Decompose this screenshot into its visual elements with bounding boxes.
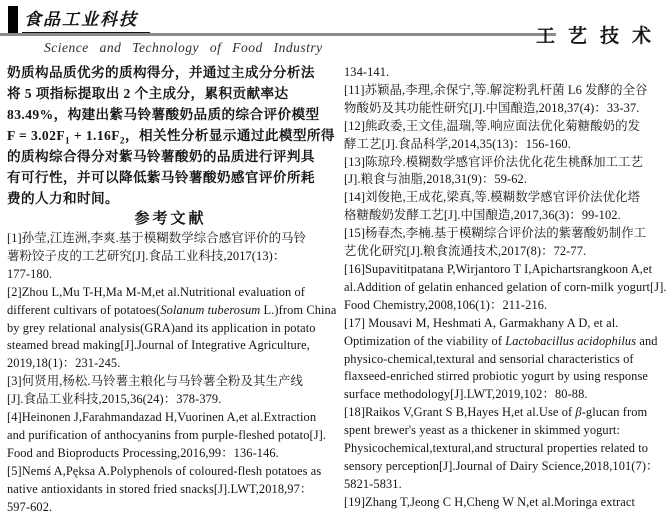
text-line: 有可行性，并可以降低紫马铃薯酸奶感官评价所耗 [7,170,315,185]
text-line: 83.49%，构建出紫马铃薯酸奶品质的综合评价模型 [7,107,320,122]
text-line: [4]Heinonen J,Farahmandazad H,Vuorinen A,et al.Extraction [7,410,317,425]
text-line: 奶质构品质优劣的质构得分，并通过主成分分析法 [7,65,315,80]
text-line: and purification of anthocyanins from purple-fleshed potato[J]. [7,427,327,442]
text-line: $F = 3.02F_1 + 1.16F_2$，相关性分析显示通过此模型所得 [7,128,335,146]
journal-subtitle: Science and Technology of Food Industry [44,40,323,55]
text-line: [13]陈琼玲.模糊数学感官评价法优化花生桃酥加工工艺 [344,154,644,169]
left-column [7,62,337,517]
italic-text: Solanum tuberosum [160,302,261,317]
text-line: 2019,18(1)：231-245. [7,356,121,371]
text-line: spent brewer's yeast as a thickener in skimmed yogurt: [344,423,621,438]
text-line: 酵工艺[J].食品科学,2014,35(13)：156-160. [344,136,571,151]
text-line: Physicochemical,textural,and structural properties related to [344,441,649,456]
text-line: [5]Nemś A,Pęksa A.Polyphenols of coloured-flesh potatoes as [7,463,322,478]
text-line: [15]杨春杰,李楠.基于模糊综合评价法的紫薯酸奶制作工 [344,226,647,241]
text-line: [12]熊政委,王文佳,温瑞,等.响应面法优化菊糖酸奶的发 [344,118,641,133]
text-line: 5821-5831. [344,476,402,491]
text-line: al.Addition of gelatin enhanced gelation of corn-milk yogurt[J]. [344,279,667,294]
text-line: [18]Raikos V,Grant S B,Hayes H,et al.Use of β-glucan from [344,405,648,420]
text-line: [14]刘俊艳,王成花,梁真,等.模糊数学感官评价法优化塔 [344,190,641,205]
italic-text: Lactobacillus acidophilus [505,333,637,348]
header-divider-rule [0,33,556,36]
italic-text: β [575,405,582,420]
references-list-left [7,230,337,517]
right-column [344,64,671,512]
journal-logo-title: 食品工业科技 [22,5,150,34]
text-line: by grey relational analysis(GRA)and its application in potato [7,320,316,335]
section-label: 工艺技术 [535,26,664,47]
text-line: [1]孙莹,江连洲,李爽.基于模糊数学综合感官评价的马铃 [7,231,307,245]
text-line: different cultivars of potatoes(Solanum tuberosum L.)from China [7,302,337,317]
text-line: 薯粉饺子皮的工艺研究[J].食品工业科技,2017(13)： [7,248,286,263]
text-line: 597-602. [7,499,53,514]
subscript-text: 1 [65,135,71,146]
text-line: 费的人力和时间。 [7,191,119,206]
text-line: Food and Bioproducts Processing,2016,99：136-146. [7,445,279,460]
text-line: flaxseed-enriched stirred probiotic yogurt by using response [344,369,648,384]
text-line: 将 5 项指标提取出 2 个主成分，累积贡献率达 [7,86,289,101]
text-line: 177-180. [7,266,53,281]
text-line: 的质构综合得分对紫马铃薯酸奶的品质进行评判具 [7,149,315,164]
text-line: surface methodology[J].LWT,2019,102：80-88. [344,387,588,402]
text-line: native antioxidants in stored fried snacks[J].LWT,2018,97： [7,481,313,496]
text-line: Food Chemistry,2008,106(1)：211-216. [344,297,548,312]
text-line: sensory perception[J].Journal of Dairy Science,2018,101(7)： [344,458,659,473]
text-line: [J].粮食与油脂,2018,31(9)：59-62. [344,172,528,187]
references-list-right [344,64,671,512]
text-line: 物酸奶及其功能性研究[J].中国酿造,2018,37(4)：33-37. [344,100,640,115]
text-line: [16]Supavititpatana P,Wirjantoro T I,Apichartsrangkoon A,et [344,261,653,276]
logo-bar [8,6,18,36]
text-line: [11]苏颖晶,李理,余保宁,等.解淀粉乳杆菌 L6 发酵的全谷 [344,82,648,97]
text-line: 格糖酸奶发酵工艺[J].中国酿造,2017,36(3)：99-102. [344,208,621,223]
subscript-text: 2 [119,135,125,146]
text-line: [2]Zhou L,Mu T-H,Ma M-M,et al.Nutritional evaluation of [7,284,306,299]
body-paragraph [7,62,334,209]
references-heading: 参考文献 [134,211,207,227]
text-line: 134-141. [344,65,390,79]
text-line: [3]何贤用,杨松.马铃薯主粮化与马铃薯全粉及其生产线 [7,374,303,389]
text-line: steamed bread making[J].Journal of Integrative Agriculture, [7,338,310,353]
text-line: [19]Zhang T,Jeong C H,Cheng W N,et al.Moringa extract [344,494,636,509]
text-line: physico-chemical,textural and sensorial characteristics of [344,351,634,366]
text-line: Optimization of the viability of Lactobacillus acidophilus and [344,333,658,348]
text-line: 艺优化研究[J].粮食流通技术,2017(8)：72-77. [344,244,587,259]
text-line: [J].食品工业科技,2015,36(24)：378-379. [7,392,222,407]
text-line: [17] Mousavi M, Heshmati A, Garmakhany A D, et al. [344,315,619,330]
